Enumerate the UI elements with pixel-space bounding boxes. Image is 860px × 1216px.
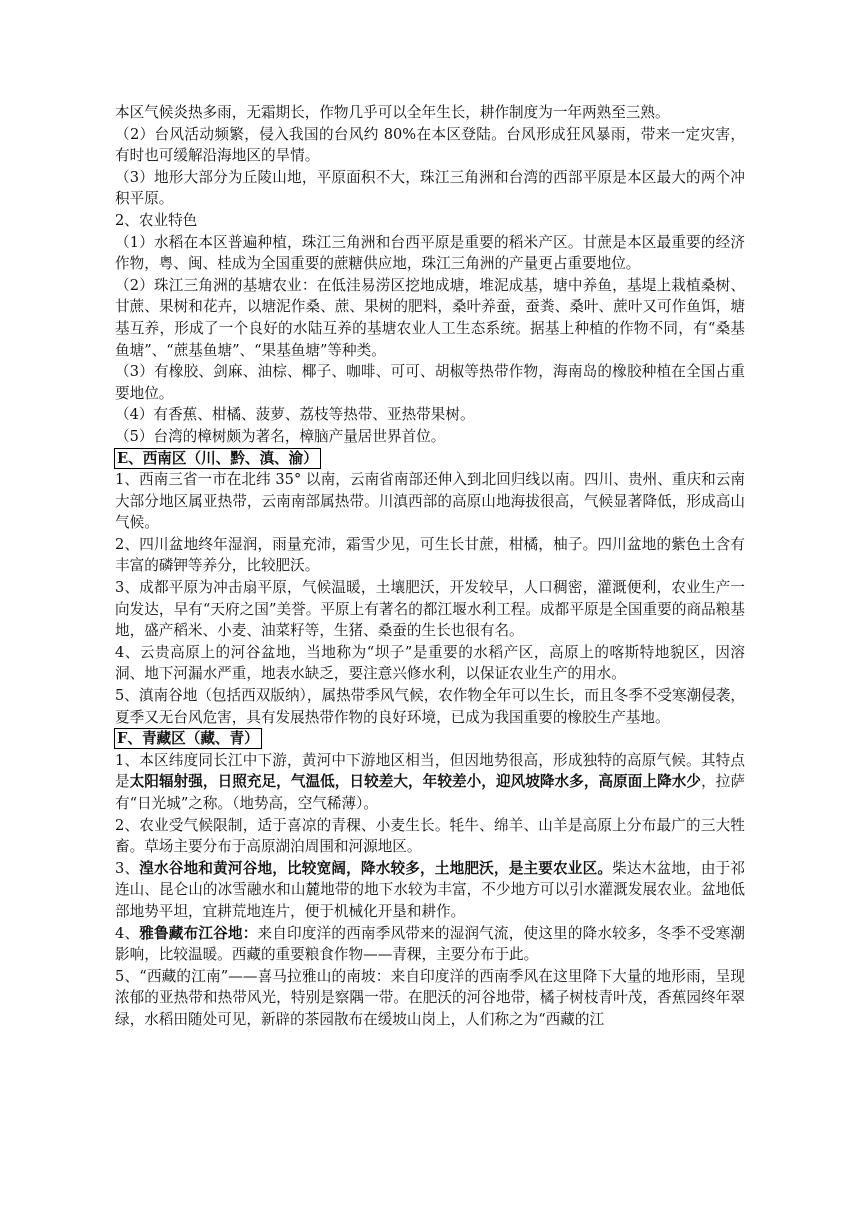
paragraph [115,750,745,815]
section-heading-label: E、西南区（川、黔、滇、渝） [114,448,321,469]
paragraph: （1）水稻在本区普遍种植，珠江三角洲和台西平原是重要的稻米产区。甘蔗是本区最重要的经济作物，粤、闽、桂成为全国重要的蔗糖供应地，珠江三角洲的产量更占重要地位。 [115,233,745,273]
paragraph: 3、成都平原为冲击扇平原，气候温暖，土壤肥沃，开发较早，人口稠密，灌溉便利，农业生产一向发达，早有“天府之国”美誉。平原上有著名的都江堰水利工程。成都平原是全国重要的商品粮基地，盛产稻米、小麦、油菜籽等，生猪、桑蚕的生长也很有名。 [115,579,745,640]
bold-text-run: 湟水谷地和黄河谷地，比较宽阔，降水较多，土地肥沃，是主要农业区。 [139,859,613,877]
section-heading-label: F、青藏区（藏、青） [114,728,262,749]
document-page [115,102,745,1031]
paragraph: （2）珠江三角洲的基塘农业：在低洼易涝区挖地成塘，堆泥成基，塘中养鱼，基堤上栽植桑树、甘蔗、果树和花卉，以塘泥作桑、蔗、果树的肥料，桑叶养蚕，蚕粪、桑叶、蔗叶又可作鱼饵，塘基互养，形成了一个良好的水陆互养的基塘农业人工生态系统。据基上种植的作物不同，有“桑基鱼塘”、“蔗基鱼塘”、“果基鱼塘”等种类。 [115,276,745,359]
section-heading-qingzang [115,728,745,750]
text-run: 来自印度洋的西南季风带来的湿润气流，使这里的降水较多，冬季不受寒潮影响，比较温暖。西藏的重要粮食作物——青稞，主要分布于此。 [115,924,745,964]
text-run: 4、 [115,924,140,942]
subheading: 2、农业特色 [115,211,198,229]
paragraph [115,923,745,966]
section-heading-southwest [115,448,745,470]
paragraph: （2）台风活动频繁，侵入我国的台风约 80%在本区登陆。台风形成狂风暴雨，带来一定灾害，有时也可缓解沿海地区的旱情。 [115,125,745,165]
text-run: 3、 [115,859,140,877]
paragraph: （5）台湾的樟树颇为著名，樟脑产量居世界首位。 [115,427,446,445]
paragraph: 5、滇南谷地（包括西双版纳），属热带季风气候，农作物全年可以生长，而且冬季不受寒潮侵袭，夏季又无台风危害，具有发展热带作物的良好环境，已成为我国重要的橡胶生产基地。 [115,687,745,726]
paragraph: 5、“西藏的江南”——喜马拉雅山的南坡：来自印度洋的西南季风在这里降下大量的地形雨，呈现浓郁的亚热带和热带风光，特别是察隅一带。在肥沃的河谷地带，橘子树枝青叶茂，香蕉园终年翠绿，水稻田随处可见，新辟的茶园散布在缓坡山岗上，人们称之为“西藏的江 [115,967,745,1028]
paragraph: 2、农业受气候限制，适于喜凉的青稞、小麦生长。牦牛、绵羊、山羊是高原上分布最广的三大牲畜。草场主要分布于高原湖泊周围和河源地区。 [115,816,745,856]
paragraph [115,858,745,923]
bold-text-run: 太阳辐射强，日照充足，气温低，日较差大，年较差小，迎风坡降水多，高原面上降水少 [129,773,702,791]
paragraph: （3）地形大部分为丘陵山地，平原面积不大，珠江三角洲和台湾的西部平原是本区最大的两个冲积平原。 [115,168,745,208]
text-run: 柴达木盆地，由于祁连山、昆仑山的冰雪融水和山麓地带的地下水较为丰富，不少地方可以引水灌溉发展农业。盆地低部地势平坦，宜耕荒地连片，便于机械化开垦和耕作。 [115,859,745,920]
text-run: ，拉萨有“日光城”之称。（地势高，空气稀薄）。 [115,773,745,812]
paragraph: 1、西南三省一市在北纬 35° 以南，云南省南部还伸入到北回归线以南。四川、贵州、重庆和云南大部分地区属亚热带，云南南部属热带。川滇西部的高原山地海拔很高，气候显著降低，形成高山气候。 [115,471,745,532]
bold-text-run: 雅鲁藏布江谷地： [139,924,258,942]
paragraph: 4、云贵高原上的河谷盆地，当地称为“坝子”是重要的水稻产区，高原上的喀斯特地貌区，因溶洞、地下河漏水严重，地表水缺乏，要注意兴修水利，以保证农业生产的用水。 [115,643,745,683]
paragraph: 本区气候炎热多雨，无霜期长，作物几乎可以全年生长，耕作制度为一年两熟至三熟。 [115,104,670,121]
paragraph: （3）有橡胶、剑麻、油棕、椰子、咖啡、可可、胡椒等热带作物，海南岛的橡胶种植在全国占重要地位。 [115,363,745,402]
paragraph: 2、四川盆地终年湿润，雨量充沛，霜雪少见，可生长甘蔗，柑橘，柚子。四川盆地的紫色土含有丰富的磷钾等养分，比较肥沃。 [115,535,745,575]
text-run: 1、本区纬度同长江中下游，黄河中下游地区相当，但因地势很高，形成独特的高原气候。其特点是 [115,751,745,791]
paragraph: （4）有香蕉、柑橘、菠萝、荔枝等热带、亚热带果树。 [115,406,475,424]
